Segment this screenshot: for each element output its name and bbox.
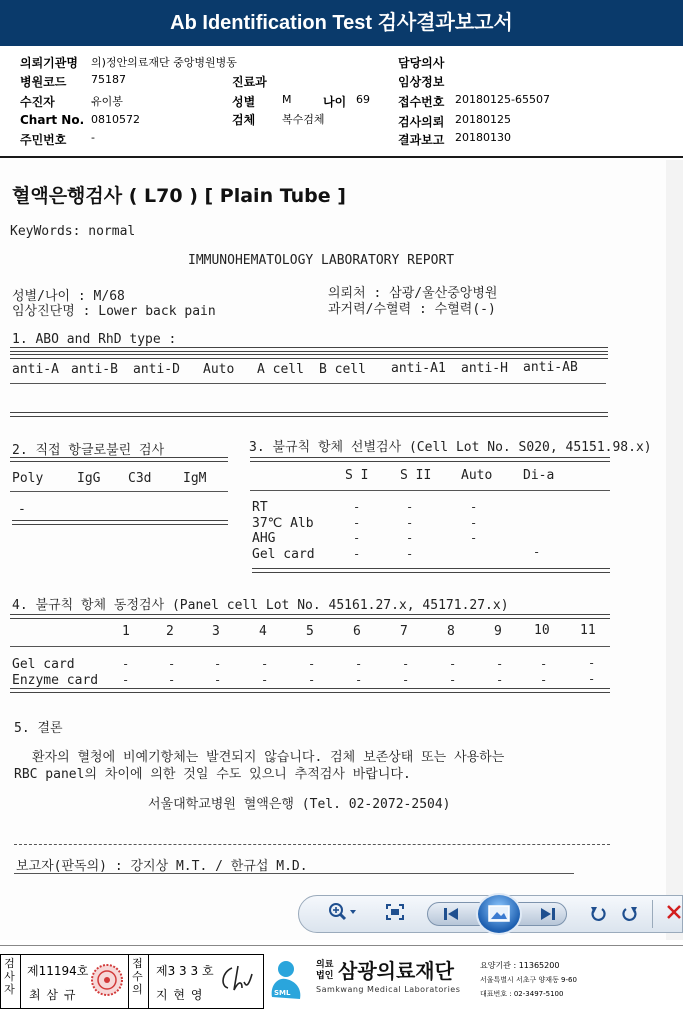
reporter: 보고자(판독의) : 강지상 M.T. / 한규섭 M.D.	[16, 859, 308, 874]
label-hospital-code: 병원코드	[20, 75, 67, 89]
rule	[128, 954, 129, 1009]
s4-col: 4	[259, 624, 267, 639]
s1-col: anti-AB	[523, 360, 578, 375]
rule	[250, 490, 610, 491]
value-resident-no: -	[91, 131, 95, 144]
s4-cell: -	[122, 657, 130, 671]
lab-title: IMMUNOHEMATOLOGY LABORATORY REPORT	[188, 253, 455, 268]
label-report-date: 결과보고	[398, 133, 445, 147]
s2-col: IgM	[183, 471, 207, 486]
s2-col: IgG	[77, 471, 101, 486]
sex-age: 성별/나이 : M/68	[12, 289, 125, 304]
s1-col: anti-A	[12, 362, 59, 377]
inspector-name: 최 삼 규	[29, 988, 77, 1002]
value-org: 의)정안의료재단 중앙병원병동	[91, 56, 237, 69]
section-5-title: 5. 결론	[14, 721, 63, 736]
s4-cell: -	[588, 672, 596, 686]
rule	[10, 347, 608, 352]
s4-cell: -	[402, 657, 410, 671]
s4-col: 9	[494, 624, 502, 639]
label-org: 의뢰기관명	[20, 56, 78, 70]
s3-cell: -	[353, 516, 361, 530]
s4-cell: -	[402, 673, 410, 687]
rule	[250, 457, 610, 462]
value-request-date: 20180125	[455, 113, 511, 126]
section-4-title: 4. 불규칙 항체 동정검사 (Panel cell Lot No. 45161.27.x, 45171.27.x)	[12, 598, 509, 613]
s4-col: 3	[212, 624, 220, 639]
page-title: Ab Identification Test 검사결과보고서	[170, 12, 513, 34]
value-patient: 유이봉	[91, 95, 123, 108]
signature	[218, 962, 258, 1000]
label-clinical-info: 임상정보	[398, 75, 445, 89]
prev-icon[interactable]	[443, 906, 459, 925]
section-3-title: 3. 불규칙 항체 선별검사 (Cell Lot No. S020, 45151.98.x)	[249, 440, 652, 455]
history: 과거력/수혈력 : 수혈력(-)	[328, 302, 496, 317]
rule	[10, 491, 228, 492]
s4-cell: -	[168, 673, 176, 687]
s3-col: S I	[345, 468, 369, 483]
label-sex: 성별	[232, 95, 256, 109]
s4-col: 8	[447, 624, 455, 639]
rule	[20, 954, 21, 1009]
section-1-title: 1. ABO and RhD type :	[12, 332, 177, 347]
conclusion-line-2: RBC panel의 차이에 의한 것일 수도 있으니 추적검사 바랍니다.	[14, 767, 411, 782]
value-report-date: 20180130	[455, 131, 511, 144]
s3-cell: -	[353, 531, 361, 545]
label-request-date: 검사의뢰	[398, 115, 445, 129]
value-age: 69	[356, 93, 370, 106]
rule	[10, 614, 610, 619]
value-specimen: 복수검체	[282, 113, 325, 126]
s4-row-label: Gel card	[12, 657, 75, 672]
toolbar-divider	[652, 900, 653, 928]
scanned-report	[0, 160, 683, 940]
rule	[12, 520, 228, 525]
rule	[10, 688, 610, 693]
rule	[10, 412, 608, 417]
s3-cell: -	[353, 500, 361, 514]
s4-cell: -	[496, 673, 504, 687]
s3-row-label: 37℃ Alb	[252, 516, 314, 531]
s4-cell: -	[540, 673, 548, 687]
rule	[14, 873, 574, 874]
s3-col: Di-a	[523, 468, 555, 483]
s3-cell: -	[470, 516, 478, 530]
rule	[10, 383, 606, 384]
s4-col: 7	[400, 624, 408, 639]
delete-icon[interactable]	[666, 903, 682, 925]
org-eng: Samkwang Medical Laboratories	[316, 985, 461, 994]
s4-cell: -	[588, 656, 596, 670]
rotate-cw-icon[interactable]	[622, 904, 638, 926]
sml-logo	[268, 955, 306, 1005]
s4-cell: -	[496, 657, 504, 671]
label-patient: 수진자	[20, 95, 55, 109]
s4-col: 1	[122, 624, 130, 639]
s4-cell: -	[214, 657, 222, 671]
fit-icon[interactable]	[386, 904, 404, 924]
org-address: 서울특별시 서초구 양재동 9-60	[480, 976, 577, 984]
inspector-no: 제11194호	[27, 964, 89, 978]
s4-cell: -	[449, 673, 457, 687]
s1-col: anti-B	[71, 362, 118, 377]
keywords: KeyWords: normal	[10, 224, 136, 239]
value-receipt-no: 20180125-65507	[455, 93, 550, 106]
scan-margin	[666, 160, 683, 940]
conclusion-line-1: 환자의 혈청에 비예기항체는 발견되지 않습니다. 검체 보존상태 또는 사용하는	[32, 750, 505, 765]
s4-cell: -	[308, 673, 316, 687]
value-chart-no: 0810572	[91, 113, 140, 126]
org-phone: 대표번호 : 02-3497-5100	[480, 990, 564, 998]
s4-col: 6	[353, 624, 361, 639]
s4-cell: -	[540, 657, 548, 671]
rule	[10, 646, 610, 647]
s4-col: 5	[306, 624, 314, 639]
s3-col: S II	[400, 468, 432, 483]
label-specimen: 검체	[232, 113, 256, 127]
s1-col: B cell	[319, 362, 366, 377]
next-icon[interactable]	[540, 906, 556, 925]
seal-stamp	[90, 963, 124, 1001]
s3-row-label: RT	[252, 500, 268, 515]
rule	[14, 844, 610, 845]
org-code: 요양기관 : 11365200	[480, 961, 560, 970]
s3-cell: -	[406, 516, 414, 530]
rule	[10, 354, 608, 359]
report-title: 혈액은행검사 ( L70 ) [ Plain Tube ]	[12, 185, 346, 207]
sml-logo-text: SML	[274, 989, 291, 997]
s4-cell: -	[308, 657, 316, 671]
s3-row-label: Gel card	[252, 547, 315, 562]
rule	[148, 954, 149, 1009]
s4-cell: -	[355, 673, 363, 687]
s4-row-label: Enzyme card	[12, 673, 99, 688]
s3-cell: -	[406, 547, 414, 561]
s3-cell: -	[533, 545, 541, 559]
s4-cell: -	[168, 657, 176, 671]
slideshow-icon	[478, 895, 520, 933]
s3-cell: -	[353, 547, 361, 561]
value-hospital-code: 75187	[91, 73, 126, 86]
s2-col: Poly	[12, 471, 44, 486]
s3-cell: -	[406, 500, 414, 514]
s1-col: A cell	[257, 362, 304, 377]
rotate-ccw-icon[interactable]	[590, 904, 606, 926]
rule	[252, 568, 610, 573]
label-chart-no: Chart No.	[20, 113, 85, 127]
header-divider	[0, 156, 683, 158]
s4-cell: -	[214, 673, 222, 687]
s4-col: 2	[166, 624, 174, 639]
s1-col: anti-A1	[391, 361, 446, 376]
reader-label: 접수의	[132, 957, 143, 996]
s4-cell: -	[261, 657, 269, 671]
s4-cell: -	[261, 673, 269, 687]
org-prefix: 의료법인	[316, 960, 334, 981]
referrer: 의뢰처 : 삼광/울산중앙병원	[328, 286, 498, 301]
s1-col: Auto	[203, 362, 235, 377]
org-name: 삼광의료재단	[338, 959, 454, 983]
hospital-contact: 서울대학교병원 혈액은행 (Tel. 02-2072-2504)	[148, 797, 451, 812]
s4-cell: -	[449, 657, 457, 671]
reader-no: 제3 3 3 호	[156, 964, 214, 978]
slideshow-button[interactable]	[476, 893, 522, 935]
diagnosis: 임상진단명 : Lower back pain	[12, 304, 216, 319]
s4-col: 11	[580, 623, 596, 638]
rule	[10, 457, 228, 462]
s3-cell: -	[406, 531, 414, 545]
inspector-label: 검사자	[4, 957, 15, 996]
s4-col: 10	[534, 623, 550, 638]
label-resident-no: 주민번호	[20, 133, 67, 147]
label-age: 나이	[323, 95, 347, 109]
label-receipt-no: 접수번호	[398, 95, 445, 109]
section-2-title: 2. 직접 항글로불린 검사	[12, 443, 165, 458]
reader-name: 지 현 영	[156, 988, 204, 1002]
s2-col: C3d	[128, 471, 152, 486]
s4-cell: -	[122, 673, 130, 687]
s3-col: Auto	[461, 468, 493, 483]
label-dept: 진료과	[232, 75, 267, 89]
label-doctor: 담당의사	[398, 56, 445, 70]
footer-divider	[0, 945, 683, 946]
s3-cell: -	[470, 500, 478, 514]
s3-cell: -	[470, 531, 478, 545]
s4-cell: -	[355, 657, 363, 671]
zoom-icon[interactable]	[328, 902, 358, 926]
s3-row-label: AHG	[252, 531, 276, 546]
s1-col: anti-H	[461, 361, 508, 376]
value-sex: M	[282, 93, 292, 106]
s1-col: anti-D	[133, 362, 180, 377]
s2-value: -	[18, 502, 26, 517]
